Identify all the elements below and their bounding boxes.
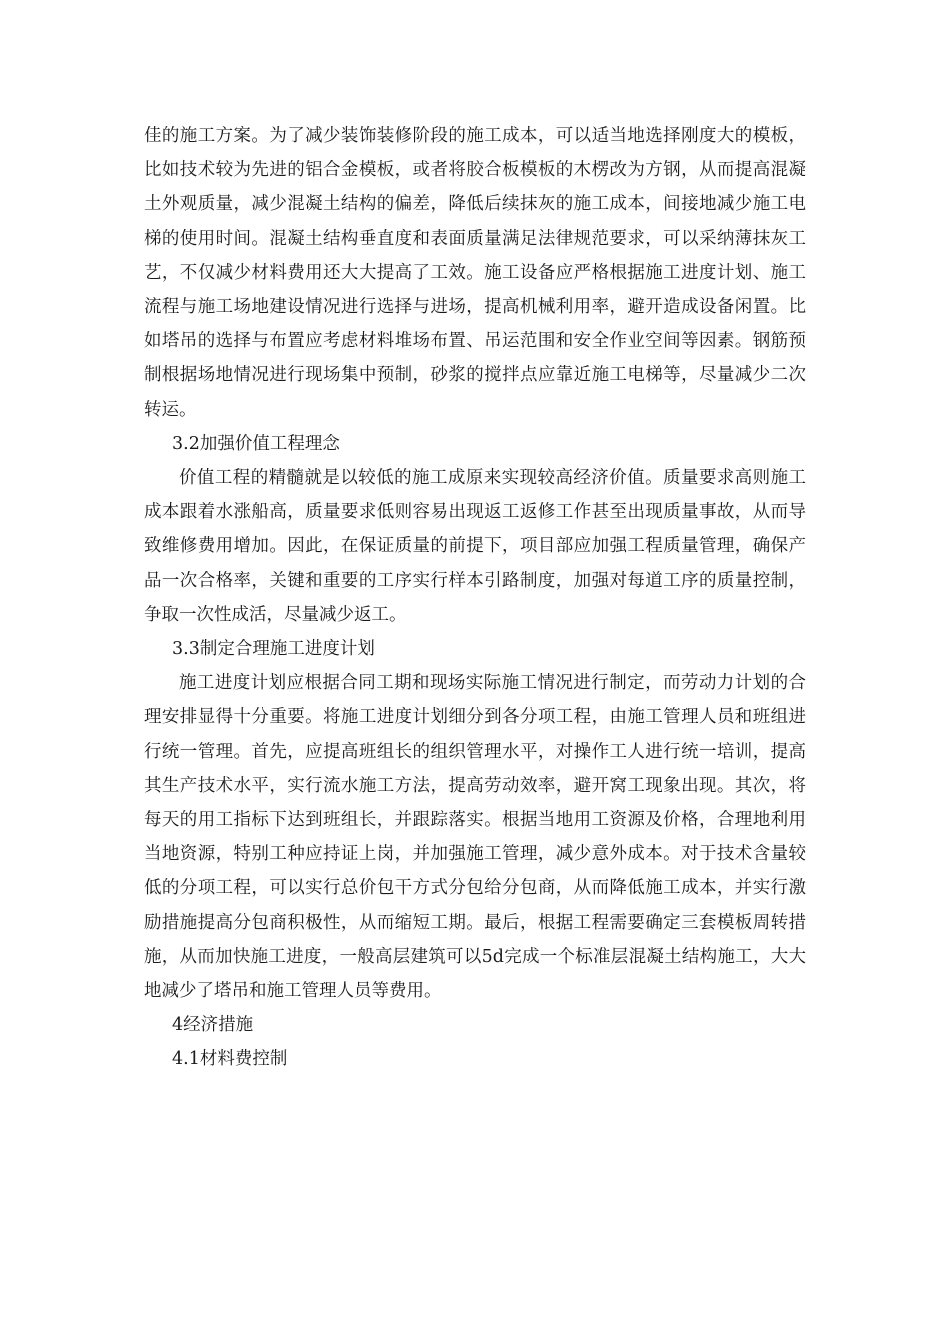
body-paragraph-value-engineering: 价值工程的精髓就是以较低的施工成原来实现较高经济价值。质量要求高则施工成本跟着水涨船高，质量要求低则容易出现返工返修工作甚至出现质量事故，从而导致维修费用增加。因此，在保证质量的前提下，项目部应加强工程质量管理，确保产品一次合格率，关键和重要的工序实行样本引路制度，加强对每道工序的质量控制，争取一次性成活，尽量减少返工。 — [144, 468, 806, 625]
body-paragraph-continued: 佳的施工方案。为了减少装饰装修阶段的施工成本，可以适当地选择刚度大的模板，比如技术较为先进的铝合金模板，或者将胶合板模板的木楞改为方钢，从而提高混凝土外观质量，减少混凝土结构的偏差，降低后续抹灰的施工成本，间接地减少施工电梯的使用时间。混凝土结构垂直度和表面质量满足法律规范要求，可以采纳薄抹灰工艺，不仅减少材料费用还大大提高了工效。施工设备应严格根据施工进度计划、施工流程与施工场地建设情况进行选择与进场，提高机械利用率，避开造成设备闲置。比如塔吊的选择与布置应考虑材料堆场布置、吊运范围和安全作业空间等因素。钢筋预制根据场地情况进行现场集中预制，砂浆的搅拌点应靠近施工电梯等，尽量减少二次转运。 — [144, 126, 806, 420]
section-heading-4: 4经济措施 — [172, 1015, 254, 1036]
section-heading-4-1: 4.1材料费控制 — [172, 1049, 288, 1070]
section-heading-3-2: 3.2加强价值工程理念 — [172, 433, 340, 454]
body-paragraph-schedule: 施工进度计划应根据合同工期和现场实际施工情况进行制定，而劳动力计划的合理安排显得十分重要。将施工进度计划细分到各分项工程，由施工管理人员和班组进行统一管理。首先，应提高班组长的组织管理水平，对操作工人进行统一培训，提高其生产技术水平，实行流水施工方法，提高劳动效率，避开窝工现象出现。其次，将每天的用工指标下达到班组长，并跟踪落实。根据当地用工资源及价格，合理地利用当地资源，特别工种应持证上岗，并加强施工管理，减少意外成本。对于技术含量较低的分项工程，可以实行总价包干方式分包给分包商，从而降低施工成本，并实行激励措施提高分包商积极性，从而缩短工期。最后，根据工程需要确定三套模板周转措施，从而加快施工进度，一般高层建筑可以5d完成一个标准层混凝土结构施工，大大地减少了塔吊和施工管理人员等费用。 — [144, 673, 806, 1002]
document-page — [144, 119, 806, 1077]
section-heading-3-3: 3.3制定合理施工进度计划 — [172, 639, 375, 660]
